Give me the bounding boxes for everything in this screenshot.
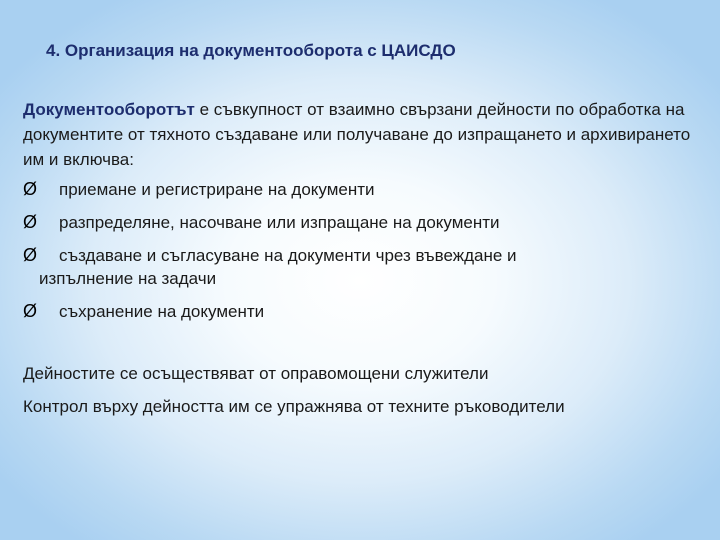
intro-term: Документооборотът (23, 100, 195, 119)
arrow-bullet-icon: Ø (23, 301, 38, 321)
intro-text: е съвкупност от взаимно свързани дейности по обработка на документите от тяхното създаване или получаване до изпращането и архивирането им и включва: (23, 100, 691, 169)
paragraph-employees: Дейностите се осъществяват от оправомощени служители (23, 364, 489, 383)
bullet-text-continuation: изпълнение на задачи (39, 269, 217, 288)
bullet-item (23, 244, 703, 290)
intro-paragraph (23, 97, 703, 172)
bullet-item (23, 211, 703, 234)
paragraph-control: Контрол върху дейността им се упражнява от техните ръководители (23, 397, 565, 416)
bullet-text: съхранение на документи (59, 302, 265, 321)
bullet-item (23, 178, 703, 201)
arrow-bullet-icon: Ø (23, 245, 38, 265)
slide-title: 4. Организация на документооборота с ЦАИСДО (46, 41, 456, 60)
bullet-text: приемане и регистриране на документи (59, 180, 375, 199)
bullet-text: разпределяне, насочване или изпращане на документи (59, 213, 500, 232)
bullet-text: създаване и съгласуване на документи чрез въвеждане и (59, 246, 517, 265)
arrow-bullet-icon: Ø (23, 212, 38, 232)
bullet-list (23, 178, 703, 333)
bullet-item (23, 300, 703, 323)
arrow-bullet-icon: Ø (23, 179, 38, 199)
